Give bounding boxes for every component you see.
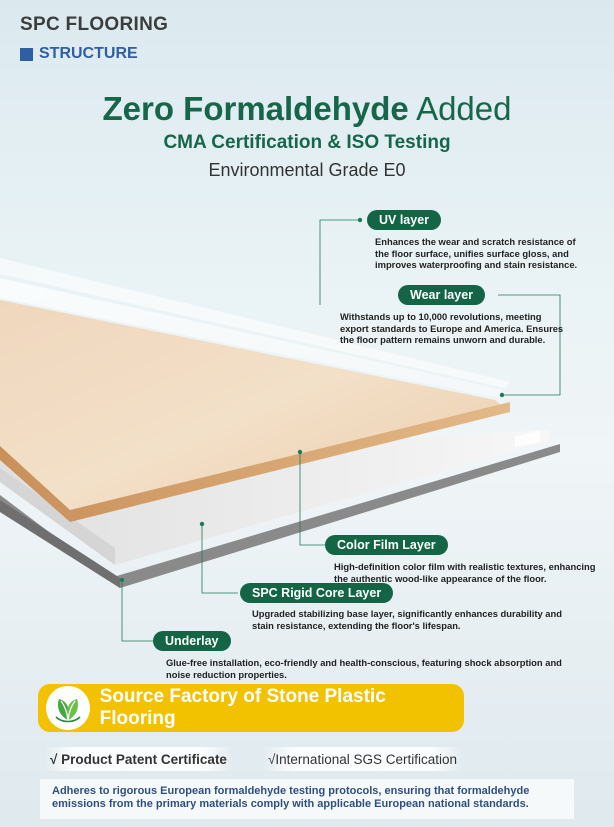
color-film-layer-label: Color Film Layer [325,535,448,555]
subtitle-grade: Environmental Grade E0 [208,160,406,180]
headline-strong: Zero Formaldehyde [102,90,409,127]
subtitle-certification: CMA Certification & ISO Testing [163,132,451,153]
compliance-note [40,779,574,819]
wear-layer-label: Wear layer [398,285,485,305]
uv-layer-label: UV layer [367,210,441,230]
uv-layer-description: Enhances the wear and scratch resistance of the floor surface, unifies surface gloss, and improves waterproofing and stain resistance. [375,236,578,270]
wear-layer-description: Withstands up to 10,000 revolutions, meeting export standards to Europe and America. Ensures the floor pattern remains unworn and durable. [340,311,564,345]
section-label-text: STRUCTURE [39,45,138,62]
compliance-note-text: Adheres to rigorous European formaldehyde testing protocols, ensuring that formaldehyde emissions from the primary materials comply with applicable European national standards. [52,785,530,810]
source-factory-banner [38,684,464,732]
headline-light: Added [408,90,512,127]
spc-core-layer-label: SPC Rigid Core Layer [240,583,393,603]
brand-title: SPC FLOORING [20,14,169,35]
leaf-logo-icon [46,686,90,730]
underlay-label: Underlay [153,631,231,651]
sgs-certification-badge: √International SGS Certification [262,747,463,771]
color-film-layer-description: High-definition color film with realistic textures, enhancing the authentic wood-like appearance of the floor. [334,561,596,584]
patent-certificate-badge: √ Product Patent Certificate [44,747,233,771]
source-factory-text: Source Factory of Stone Plastic Flooring [99,686,386,729]
spc-core-layer-description: Upgraded stabilizing base layer, significantly enhances durability and stain resistance, extending the floor's lifespan. [252,608,562,631]
underlay-description: Glue-free installation, eco-friendly and health-conscious, featuring shock absorption and noise reduction properties. [166,657,562,680]
